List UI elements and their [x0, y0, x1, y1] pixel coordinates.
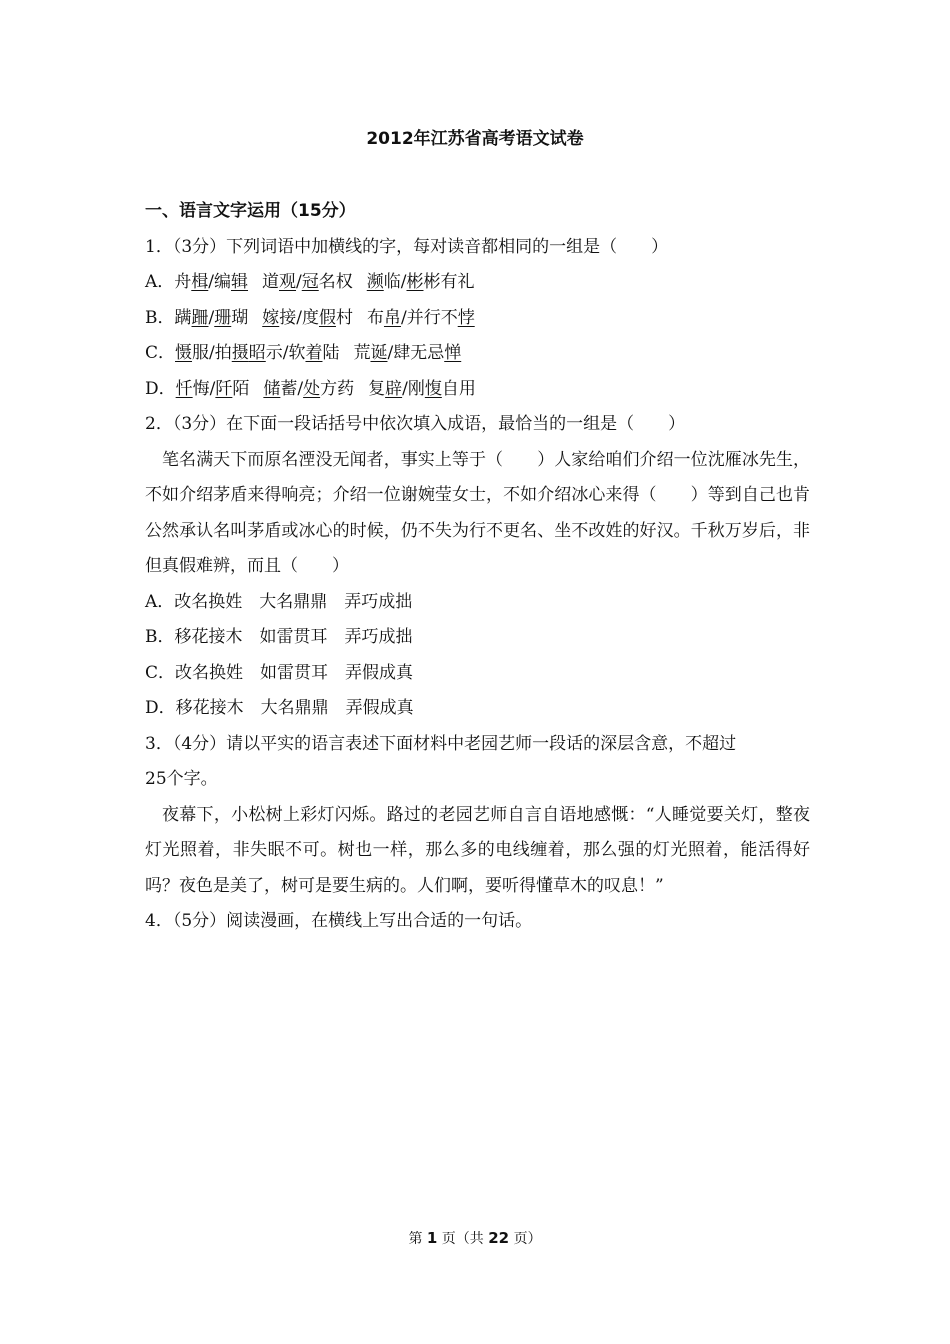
page-footer — [0, 1228, 950, 1248]
exam-content — [145, 194, 810, 940]
question-3-stem-line2: 25个字。 — [145, 769, 218, 789]
underlined-char: 惮 — [444, 343, 462, 363]
underlined-char: 冠 — [301, 272, 319, 292]
underlined-char: 辑 — [231, 272, 249, 292]
option-text: /编 — [208, 272, 232, 292]
question-1-option-c — [145, 336, 810, 372]
option-text: 村 — [335, 307, 353, 328]
underlined-char: 悖 — [457, 307, 475, 328]
option-text: 陌 — [232, 378, 250, 399]
question-1-option-b — [145, 301, 810, 337]
underlined-char: 观 — [279, 272, 297, 292]
option-text: 方药 — [320, 378, 355, 399]
question-3-passage: 夜幕下，小松树上彩灯闪烁。路过的老园艺师自言自语地感慨：“人睡觉要关灯，整夜灯光照着，非失眠不可。树也一样，那么多的电线缠着，那么强的灯光照着，能活得好吗？夜色是美了，树可是要生病的。人们啊，要听得懂草木的叹息！” — [145, 804, 810, 896]
underlined-char: 忏 — [175, 378, 193, 399]
option-text: 陆 — [322, 343, 340, 363]
question-2-stem: 2．（3分）在下面一段话括号中依次填入成语，最恰当的一组是（ ） — [145, 414, 686, 434]
option-text: /并行不 — [400, 307, 458, 328]
option-text: 道 — [262, 272, 280, 292]
option-text: 名权 — [318, 272, 353, 292]
footer-text: 页（共 — [441, 1231, 484, 1247]
option-text: 蹒 — [174, 307, 192, 328]
underlined-char: 处 — [303, 378, 321, 399]
option-text: 接/度 — [279, 307, 319, 328]
question-1-option-d — [145, 372, 810, 408]
underlined-char: 帛 — [383, 307, 401, 328]
underlined-char: 慑 — [175, 343, 193, 363]
underlined-char: 嫁 — [262, 307, 280, 328]
underlined-char: 假 — [318, 307, 336, 328]
option-text: 自用 — [441, 378, 476, 399]
option-text: 服/拍 — [192, 343, 232, 363]
question-2-option-a: A．改名换姓 大名鼎鼎 弄巧成拙 — [145, 591, 413, 612]
footer-text: 页） — [513, 1231, 542, 1247]
question-3-stem-line1: 3．（4分）请以平实的语言表述下面材料中老园艺师一段话的深层含意，不超过 — [145, 733, 737, 754]
option-text: 临/ — [383, 272, 407, 292]
underlined-char: 楫 — [191, 272, 209, 292]
option-text: 彬有礼 — [423, 272, 475, 292]
underlined-char: 辟 — [385, 378, 403, 399]
option-text: 示/软 — [265, 343, 306, 363]
underlined-char: 濒 — [366, 272, 384, 292]
underlined-char: 昭 — [248, 343, 266, 363]
option-text: /刚 — [402, 378, 425, 399]
underlined-char: 阡 — [215, 378, 233, 399]
option-text: 舟 — [174, 272, 192, 292]
underlined-char: 诞 — [370, 343, 388, 363]
option-label: C． — [145, 343, 176, 363]
option-text: 瑚 — [231, 307, 249, 328]
question-1-option-a — [145, 265, 810, 301]
question-1-stem: 1．（3分）下列词语中加横线的字，每对读音都相同的一组是（ ） — [145, 236, 669, 257]
footer-total-pages: 22 — [488, 1229, 510, 1247]
question-4-stem: 4．（5分）阅读漫画，在横线上写出合适的一句话。 — [145, 911, 533, 931]
question-2-option-c: C．改名换姓 如雷贯耳 弄假成真 — [145, 662, 414, 683]
question-2-option-d: D．移花接木 大名鼎鼎 弄假成真 — [145, 698, 414, 718]
exam-title: 2012年江苏省高考语文试卷 — [366, 129, 584, 149]
option-text: 悔/ — [192, 378, 216, 399]
question-2-passage: 笔名满天下而原名湮没无闻者，事实上等于（ ）人家给咱们介绍一位沈雁冰先生，不如介绍茅盾来得响亮；介绍一位谢婉莹女士，不如介绍冰心来得（ ）等到自己也肯公然承认名叫茅盾或冰心的时候，仍不失为行不更名、坐不改姓的好汉。千秋万岁后，非但真假难辨，而且（ ） — [145, 449, 810, 576]
option-text: 布 — [366, 307, 384, 328]
underlined-char: 跚 — [191, 307, 209, 328]
option-text: / — [208, 307, 215, 328]
underlined-char: 彬 — [406, 272, 424, 292]
underlined-char: 摄 — [231, 343, 249, 363]
underlined-char: 珊 — [214, 307, 232, 328]
underlined-char: 着 — [305, 343, 323, 363]
option-text: 复 — [368, 378, 386, 399]
underlined-char: 愎 — [424, 378, 442, 399]
footer-page-number: 1 — [426, 1229, 438, 1247]
underlined-char: 储 — [263, 378, 281, 399]
section-heading: 一、语言文字运用（15分） — [145, 201, 356, 221]
option-text: / — [296, 272, 302, 292]
option-label: D． — [145, 378, 176, 399]
question-2-option-b: B．移花接木 如雷贯耳 弄巧成拙 — [145, 627, 413, 647]
option-text: 蓄/ — [280, 378, 304, 399]
footer-text: 第 — [408, 1231, 423, 1247]
option-label: A． — [145, 272, 175, 292]
option-text: /肆无忌 — [387, 343, 445, 363]
option-text: 荒 — [353, 343, 371, 363]
option-label: B． — [145, 307, 175, 328]
